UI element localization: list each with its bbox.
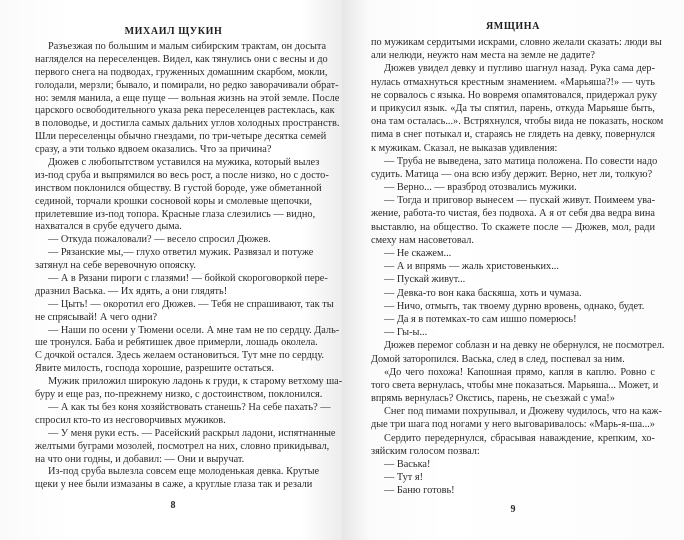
paragraph (371, 300, 655, 313)
text-line: — Баню готовь! (384, 485, 455, 497)
text-line: — Наши по осени у Тюмени осели. А мне там не по сердцу. Даль- (48, 324, 340, 336)
text-line: нахватался в срубе едучего дыма. (35, 221, 182, 233)
text-line: — Девка-то вон кака баскяша, хоть и чумаза. (384, 287, 582, 299)
text-line: царского освободительного указа река переселенцев растеклась, как (35, 105, 335, 117)
text-line: в половодье, и достигла самых дальних углов холодных пространств. (35, 118, 340, 130)
paragraph (371, 313, 655, 326)
paragraph (371, 62, 664, 154)
paragraph (371, 287, 655, 300)
paragraph (35, 41, 340, 157)
text-line: С дочкой остался. Здесь желаем остановиться. Тут мне по сердцу. (35, 350, 325, 362)
text-line: — Верно... — вразброд отозвались мужики. (384, 182, 577, 194)
page-number: 9 (510, 504, 516, 515)
text-line: нулась отмахнуться крестным знамением. «Марьяша?!» — чуть (371, 76, 655, 88)
text-line: «До чего похожа! Капошная прямо, капля в каплю. Ровно с (384, 366, 655, 378)
text-line: дые три шага под ногами у него выговаривалось: «Марь-я-ша...» (371, 419, 655, 431)
text-line: — Пускай живут... (384, 274, 466, 286)
paragraph (371, 181, 655, 194)
paragraph (371, 432, 655, 458)
page-number: 8 (170, 500, 176, 511)
text-line: Домой заторопился. Васька, след в след, поспевал за ним. (371, 353, 625, 365)
text-line: нагляделся на переселенцев. Видел, как тянулись они с весны и до (35, 53, 328, 65)
text-line: — А как ты без коня хозяйствовать станешь? На себе пахать? — (48, 401, 331, 413)
text-line: — Рязанские мы,— глухо ответил мужик. Развязал и потуже (48, 247, 314, 259)
running-head-author: МИХАИЛ ЩУКИН (124, 26, 223, 37)
text-line: голодали, мерзли; бывало, и помирали, но редко заворачивали обрат- (35, 79, 339, 91)
text-line: того света вернулась, чтобы мне показаться. Марьяша... Может, и (371, 379, 659, 391)
text-line: прилетевшие из-под топора. Красные глаза слезились — видно, (35, 208, 316, 220)
text-line: жение, работа-то чистая, без подвоха. А я от себя два ведра вина (371, 208, 655, 220)
text-line: судить. Матица — она всю избу держит. Верно, нет ли, толкую? (371, 168, 653, 180)
paragraph (371, 366, 659, 406)
text-line: щеки у нее были измазаны в саже, а круглые глаза так и резали (35, 479, 313, 491)
text-line: — У меня руки есть. — Расейский раскрыл ладони, испятнанные (48, 427, 336, 439)
text-line: спросил кто-то из несговорчивых мужиков. (35, 414, 226, 426)
text-line: — А и впрямь — жаль христовеньких... (384, 261, 559, 273)
text-line: — Васька! (384, 459, 431, 470)
text-line: — Откуда пожаловали? — весело спросил Дюжев. (48, 234, 271, 246)
paragraph (371, 484, 655, 497)
text-line: Из-под сруба вылезла совсем еще молоденькая девка. Крутые (48, 466, 320, 478)
paragraph (371, 155, 658, 181)
text-line: первого снега на подводах, груженных домашним скарбом, мокли, (35, 66, 328, 78)
text-line: к мужикам. Сказал, не выказав удивления: (371, 142, 558, 154)
paragraph (35, 234, 312, 247)
text-line: — Не скажем... (384, 248, 452, 259)
paragraph (371, 247, 655, 260)
text-line: — Труба не выведена, зато матица положена. По совести надо (384, 155, 658, 167)
text-line: буру и еще раз, по-прежнему низко, с достоинством, поклонился. (35, 389, 323, 401)
paragraph (35, 466, 320, 492)
text-line: не сорвалось с языка. Но вовремя опамятовался, придержал руку (371, 89, 657, 101)
text-line: впрямь вернулась? Окстись, парень, не съезжай с ума!» (371, 393, 615, 405)
paragraph (371, 471, 655, 484)
text-line: сразу, а эти только вдвоем оказались. Что за причина? (35, 144, 272, 156)
body-text (371, 36, 665, 498)
paragraph (371, 405, 662, 431)
text-line: Дюжев перемог соблазн и на девку не обернулся, не посмотрел. (384, 340, 665, 352)
text-line: — Да я в потемках-то сам ишшо померюсь! (384, 313, 577, 325)
text-line: по мужикам сердитыми искрами, словно желали сказать: люди вы (371, 37, 662, 48)
text-line: зяйским голосом позвал: (371, 445, 480, 457)
paragraph (371, 260, 655, 273)
text-line: ше тронулся. Баба и ребятишек двое примерли, лошадь околела. (35, 337, 318, 349)
text-line: Мужик приложил широкую ладонь к груди, к старому ветхому ша- (48, 376, 343, 388)
text-line: и прикусил язык. «Да ты спятил, парень, откуда Марьяше быть, (371, 102, 655, 114)
text-line: Дюжев с любопытством уставился на мужика, который вылез (48, 157, 320, 169)
text-line: пима в снег потыкал и, стараясь не глядеть на девку, повернулся (371, 129, 655, 141)
text-line: Снег под пимами похрупывал, и Дюжеву чудилось, что на каж- (384, 406, 662, 418)
text-line: смеху нам насоветовал. (371, 234, 474, 246)
text-line: сединой, торчали крошки сосновой коры и смолевые щепочки, (35, 195, 312, 207)
paragraph (35, 401, 331, 428)
paragraph (371, 36, 662, 62)
right-page (342, 0, 684, 540)
text-line: — А в Рязани пироги с глазями! — бойкой скороговоркой пере- (48, 273, 328, 285)
text-line: дразнил Васька. — Их ядять, а они глядять! (35, 285, 228, 297)
paragraph (35, 324, 340, 377)
paragraph (371, 326, 655, 339)
text-line: — Цыть! — окоротил его Дюжев. — Тебя не спрашивают, так ты (48, 298, 334, 310)
text-line: Явите милость, господа хорошие, разрешите остаться. (35, 363, 274, 375)
paragraph (35, 157, 329, 234)
text-line: она там осталась...». Встряхнулся, чтобы вида не показать, носком (371, 116, 664, 128)
paragraph (371, 458, 655, 471)
text-line: из-под сруба и выпрямился во весь рост, а после низко, но с досто- (35, 169, 329, 181)
running-head-title: ЯМЩИНА (485, 21, 541, 32)
text-line: али нелюди, неужто нам места на земле не дадите? (371, 50, 596, 62)
text-line: желтыми буграми мозолей, посмотрел на них, словно прикидывал, (35, 440, 330, 452)
paragraph (371, 273, 655, 286)
body-text (35, 41, 343, 492)
paragraph (35, 427, 336, 467)
text-line: инством поклонился обществу. В густой бороде, уже обметанной (35, 182, 322, 194)
paragraph (35, 247, 312, 273)
text-line: выставлю, на общество. То скажете после — Дюжев, мол, ради (371, 221, 655, 233)
paragraph (35, 376, 343, 402)
text-line: — Тогда и приговор вынесем — пускай живут. Поимеем ува- (384, 195, 655, 207)
text-line: на что они годны, и добавил: — Они и выручат. (35, 453, 245, 465)
text-line: — Ничо, отмыть, так твоему дурню вровень, однако, будет. (384, 300, 645, 312)
text-line: Шли переселенцы обычно гнездами, по три-четыре десятка семей (35, 131, 327, 143)
text-line: Дюжев увидел девку и пугливо шагнул назад. Рука сама дер- (384, 63, 655, 75)
text-line: не спрясывай! А чего одни? (35, 311, 158, 323)
paragraph (35, 298, 334, 325)
text-line: Сердито передернулся, сбрасывая наваждение, крепким, хо- (384, 432, 655, 444)
text-line: Разъезжая по большим и малым сибирским трактам, он досыта (48, 41, 327, 52)
text-line: затянул на себе веревочную опояску. (35, 260, 196, 272)
text-line: — Гы-ы... (384, 327, 428, 339)
text-line: но: земля манила, а еще пуще — вольная жизнь на этой земле. После (35, 92, 340, 104)
text-line: — Тут я! (384, 472, 424, 484)
paragraph (35, 273, 328, 299)
paragraph (371, 339, 665, 365)
paragraph (371, 194, 655, 247)
